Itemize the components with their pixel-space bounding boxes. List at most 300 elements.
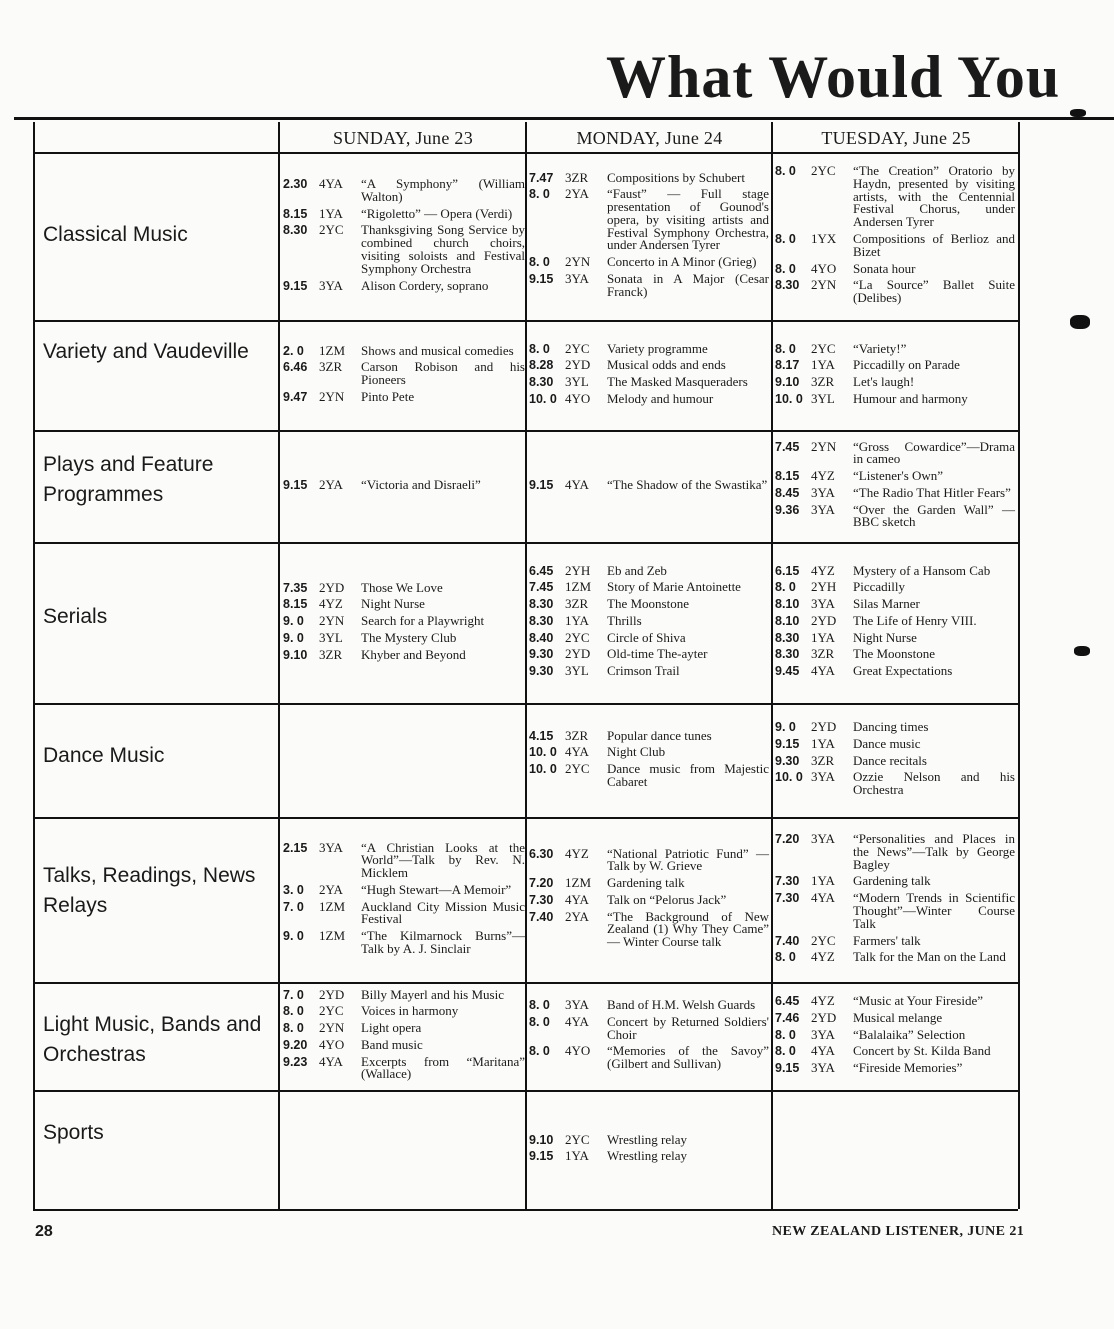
programme-entry (775, 752, 1015, 768)
programme-description: Crimson Trail (607, 663, 680, 679)
programme-description: Gardening talk (853, 873, 931, 889)
station-callsign: 3YA (811, 1060, 835, 1076)
programme-time: 4.15 (529, 728, 554, 743)
station-callsign: 3YA (811, 596, 835, 612)
programme-entry (529, 1150, 769, 1163)
programme-entry (529, 340, 769, 356)
station-callsign: 4YA (565, 476, 589, 492)
station-callsign: 2YD (565, 357, 591, 373)
programme-time: 8. 0 (775, 950, 796, 965)
station-callsign: 4YZ (319, 596, 343, 612)
station-callsign: 1ZM (319, 928, 345, 944)
programme-time: 8.28 (529, 358, 554, 373)
programme-description: Let's laugh! (853, 374, 915, 390)
station-callsign: 4YA (565, 1013, 589, 1029)
programme-description: Musical odds and ends (607, 357, 726, 373)
programme-description: Sonata in A Major (Cesar Franck) (607, 271, 769, 299)
programme-entry (283, 178, 525, 204)
station-callsign: 2YC (565, 629, 590, 645)
station-callsign: 4YO (319, 1036, 345, 1052)
category-label: Dance Music (43, 744, 165, 767)
programme-entry (529, 1013, 769, 1042)
programme-entry (775, 390, 1015, 406)
programme-entry (529, 376, 769, 389)
programme-time: 9.10 (529, 1132, 554, 1147)
programme-time: 9.47 (283, 389, 308, 404)
station-callsign: 2YN (811, 438, 837, 454)
programme-entry (529, 476, 769, 492)
schedule-cell (283, 342, 525, 408)
programme-description: Dance music from Majestic Cabaret (607, 761, 769, 789)
programme-entry (283, 615, 525, 628)
programme-entry (529, 581, 769, 594)
programme-entry (529, 1131, 769, 1147)
programme-time: 8.30 (529, 597, 554, 612)
programme-time: 9.15 (529, 477, 554, 492)
station-callsign: 2YA (319, 476, 343, 492)
category-label: Classical Music (43, 223, 188, 246)
programme-entry (283, 839, 525, 881)
programme-entry (775, 735, 1015, 751)
station-callsign: 2YN (319, 1020, 345, 1036)
programme-time: 10. 0 (775, 391, 803, 406)
programme-time: 8.30 (529, 375, 554, 390)
programme-time: 2.30 (283, 177, 308, 191)
programme-entry (775, 1062, 1015, 1075)
schedule-cell (529, 169, 769, 303)
programme-description: Variety programme (607, 340, 708, 356)
programme-time: 9. 0 (283, 614, 304, 629)
station-callsign: 4YA (319, 1053, 343, 1069)
programme-entry (775, 230, 1015, 259)
station-callsign: 1YA (319, 205, 343, 221)
programme-description: “A Christian Looks at the World”—Talk by Rev. N. Micklem (361, 839, 525, 881)
programme-entry (283, 930, 525, 956)
station-callsign: 3ZR (811, 646, 835, 662)
grid-horizontal-rule (33, 542, 1018, 544)
station-callsign: 1ZM (319, 898, 345, 914)
programme-time: 8.45 (775, 485, 800, 500)
station-callsign: 2YC (811, 932, 836, 948)
schedule-cell (775, 165, 1015, 309)
programme-time: 9.30 (775, 753, 800, 768)
station-callsign: 2YC (319, 222, 344, 238)
programme-time: 8. 0 (775, 341, 796, 356)
programme-entry (283, 277, 525, 293)
programme-entry (529, 908, 769, 950)
station-callsign: 2YC (565, 1131, 590, 1147)
programme-entry (775, 501, 1015, 530)
programme-entry (529, 999, 769, 1012)
programme-time: 8. 0 (529, 341, 550, 356)
programme-description: Humour and harmony (853, 390, 968, 406)
schedule-cell (283, 476, 525, 496)
programme-time: 8.10 (775, 597, 800, 612)
category-label: Serials (43, 605, 108, 628)
programme-time: 6.30 (529, 846, 554, 861)
programme-entry (775, 629, 1015, 645)
programme-time: 8.30 (775, 630, 800, 645)
programme-time: 7.20 (775, 832, 800, 846)
programme-description: “Music at Your Fireside” (853, 993, 983, 1008)
programme-description: “Memories of the Savoy” (Gilbert and Sullivan) (607, 1043, 769, 1072)
station-callsign: 2YH (811, 579, 837, 595)
grid-vertical-rule (33, 122, 35, 1209)
station-callsign: 3YA (565, 271, 589, 287)
programme-description: “The Creation” Oratorio by Haydn, presented by visiting artists, with the Centennial Festival Chorus, under Andersen Tyrer (853, 163, 1015, 230)
programme-time: 8. 0 (775, 580, 796, 595)
column-header-tuesday: TUESDAY, June 25 (821, 128, 971, 148)
programme-entry (775, 581, 1015, 594)
programme-description: Wrestling relay (607, 1148, 687, 1164)
station-callsign: 3YA (811, 769, 835, 785)
programme-entry (775, 260, 1015, 276)
category-label: Light Music, Bands and Orchestras (43, 1013, 262, 1066)
programme-entry (283, 476, 525, 492)
grid-horizontal-rule (33, 152, 1018, 154)
programme-time: 9.15 (529, 272, 554, 287)
station-callsign: 1ZM (565, 579, 591, 595)
station-callsign: 1YX (811, 230, 837, 246)
programme-time: 6.45 (775, 994, 800, 1008)
programme-entry (775, 165, 1015, 229)
programme-description: “Victoria and Disraeli” (361, 476, 481, 492)
station-callsign: 2YD (811, 719, 837, 734)
programme-time: 8.15 (283, 597, 308, 612)
programme-time: 8. 0 (529, 1044, 550, 1059)
programme-entry (529, 845, 769, 874)
programme-entry (775, 376, 1015, 389)
station-callsign: 2YN (811, 277, 837, 293)
programme-entry (283, 361, 525, 387)
programme-description: “The Radio That Hitler Fears” (853, 484, 1011, 500)
grid-vertical-rule (525, 122, 527, 1209)
programme-time: 8.40 (529, 630, 554, 645)
programme-description: Musical melange (853, 1009, 943, 1025)
station-callsign: 4YO (565, 1043, 591, 1059)
grid-horizontal-rule (33, 320, 1018, 322)
programme-entry (283, 388, 525, 404)
station-callsign: 3ZR (811, 374, 835, 390)
programme-time: 7.30 (775, 891, 800, 906)
station-callsign: 3YA (319, 277, 343, 293)
programme-description: Night Nurse (361, 596, 425, 612)
category-label: Plays and Feature Programmes (43, 453, 214, 506)
programme-description: Alison Cordery, soprano (361, 277, 489, 293)
programme-description: Mystery of a Hansom Cab (853, 562, 991, 578)
schedule-cell (529, 845, 769, 954)
programme-time: 8.10 (775, 613, 800, 628)
station-callsign: 2YD (811, 612, 837, 628)
station-callsign: 4YA (811, 663, 835, 679)
programme-time: 10. 0 (529, 745, 557, 760)
programme-time: 8. 0 (775, 164, 796, 178)
programme-entry (283, 598, 525, 611)
programme-entry (775, 340, 1015, 356)
station-callsign: 4YA (565, 891, 589, 907)
programme-description: Story of Marie Antoinette (607, 579, 741, 595)
programme-description: Night Nurse (853, 629, 917, 645)
programme-time: 10. 0 (775, 770, 803, 785)
station-callsign: 4YZ (565, 845, 589, 861)
programme-description: The Masked Masqueraders (607, 374, 748, 390)
programme-description: Dancing times (853, 719, 929, 734)
programme-description: “Hugh Stewart—A Memoir” (361, 881, 512, 897)
station-callsign: 4YA (319, 176, 343, 191)
schedule-cell (775, 562, 1015, 683)
programme-description: Shows and musical comedies (361, 342, 514, 358)
programme-description: “A Symphony” (William Walton) (361, 176, 525, 204)
page-title: What Would You (606, 44, 1061, 110)
station-callsign: 4YA (811, 890, 835, 906)
schedule-cell (283, 839, 525, 960)
schedule-cell (775, 721, 1015, 801)
programme-description: Pinto Pete (361, 388, 415, 404)
programme-description: Band of H.M. Welsh Guards (607, 997, 756, 1012)
programme-entry (283, 205, 525, 221)
schedule-cell (529, 999, 769, 1075)
station-callsign: 4YO (565, 390, 591, 406)
station-callsign: 1YA (565, 612, 589, 628)
programme-entry (529, 1045, 769, 1071)
programme-description: Thrills (607, 612, 642, 628)
programme-description: Old-time The-ayter (607, 646, 708, 662)
programme-time: 8.30 (775, 647, 800, 662)
programme-time: 8.30 (283, 223, 308, 238)
schedule-cell (283, 579, 525, 666)
programme-description: Wrestling relay (607, 1131, 687, 1147)
programme-time: 6.46 (283, 360, 308, 375)
programme-description: Eb and Zeb (607, 562, 667, 578)
page-blemish (1070, 109, 1086, 117)
programme-time: 8.15 (775, 469, 800, 484)
programme-description: Dance music (853, 735, 921, 751)
programme-description: The Moonstone (853, 646, 935, 662)
programme-time: 3. 0 (283, 882, 304, 897)
programme-time: 8. 0 (775, 1027, 796, 1042)
station-callsign: 3YL (565, 374, 589, 390)
schedule-cell (529, 562, 769, 683)
programme-description: Voices in harmony (361, 1003, 459, 1019)
programme-entry (775, 484, 1015, 500)
programme-entry (283, 1022, 525, 1035)
programme-entry (775, 1009, 1015, 1025)
programme-entry (775, 359, 1015, 372)
programme-time: 10. 0 (529, 391, 557, 406)
programme-description: “Over the Garden Wall” —BBC sketch (853, 501, 1015, 530)
programme-time: 7.40 (529, 909, 554, 924)
programme-time: 7.30 (775, 874, 800, 889)
programme-entry (283, 1053, 525, 1082)
programme-time: 8. 0 (283, 1004, 304, 1019)
station-callsign: 2YC (811, 163, 836, 178)
programme-entry (283, 224, 525, 275)
programme-description: Band music (361, 1036, 423, 1052)
station-callsign: 1ZM (319, 342, 345, 358)
station-callsign: 3YA (811, 501, 835, 517)
programme-description: Popular dance tunes (607, 727, 712, 743)
programme-description: Talk on “Pelorus Jack” (607, 891, 727, 907)
programme-description: “Modern Trends in Scientific Thought”—Winter Course Talk (853, 890, 1015, 931)
station-callsign: 3YA (811, 831, 835, 846)
grid-horizontal-rule (33, 430, 1018, 432)
programme-description: Those We Love (361, 579, 443, 595)
programme-entry (775, 470, 1015, 483)
programme-time: 9.15 (283, 278, 308, 293)
station-callsign: 1YA (565, 1148, 589, 1164)
station-callsign: 2YD (565, 646, 591, 662)
station-callsign: 2YC (811, 340, 836, 356)
programme-time: 8.17 (775, 358, 800, 373)
programme-entry (529, 727, 769, 743)
programme-description: Billy Mayerl and his Music (361, 986, 504, 1002)
programme-description: Melody and humour (607, 390, 714, 406)
station-callsign: 4YO (811, 260, 837, 276)
programme-entry (775, 438, 1015, 467)
programme-entry (775, 648, 1015, 661)
station-callsign: 3ZR (565, 596, 589, 612)
station-callsign: 3ZR (565, 727, 589, 743)
programme-time: 9.23 (283, 1054, 308, 1069)
programme-time: 7.40 (775, 933, 800, 948)
programme-time: 9.15 (775, 736, 800, 751)
programme-time: 6.15 (775, 563, 800, 578)
programme-entry (775, 612, 1015, 628)
station-callsign: 2YC (319, 1003, 344, 1019)
station-callsign: 4YZ (811, 468, 835, 484)
schedule-cell (529, 476, 769, 496)
station-callsign: 2YH (565, 562, 591, 578)
station-callsign: 4YZ (811, 562, 835, 578)
programme-entry (283, 898, 525, 927)
programme-description: Carson Robison and his Pioneers (361, 359, 525, 388)
programme-time: 2. 0 (283, 343, 304, 358)
programme-description: “Balalaika” Selection (853, 1026, 966, 1042)
station-callsign: 3YA (811, 484, 835, 500)
station-callsign: 1YA (811, 873, 835, 889)
category-label: Variety and Vaudeville (43, 340, 249, 363)
programme-time: 7.35 (283, 580, 308, 595)
publication-footer: NEW ZEALAND LISTENER, JUNE 21 (772, 1224, 1025, 1239)
programme-time: 9.30 (529, 664, 554, 679)
programme-time: 8. 0 (775, 231, 796, 246)
schedule-cell (775, 438, 1015, 534)
programme-entry (283, 646, 525, 662)
programme-time: 8. 0 (529, 187, 550, 202)
programme-entry (529, 629, 769, 645)
station-callsign: 3ZR (811, 752, 835, 768)
station-callsign: 2YN (565, 254, 591, 270)
station-callsign: 3YA (811, 1026, 835, 1042)
programme-entry (529, 188, 769, 252)
station-callsign: 2YN (319, 388, 345, 404)
grid-horizontal-rule (33, 1090, 1018, 1092)
programme-description: Auckland City Mission Music Festival (361, 898, 525, 927)
station-callsign: 4YZ (811, 993, 835, 1008)
programme-time: 9.15 (529, 1149, 554, 1164)
programme-time: 9.20 (283, 1037, 308, 1052)
programme-entry (529, 746, 769, 759)
station-callsign: 3ZR (319, 646, 343, 662)
station-callsign: 3YL (565, 663, 589, 679)
programme-entry (775, 875, 1015, 888)
programme-entry (529, 648, 769, 661)
column-header-monday: MONDAY, June 24 (576, 128, 723, 148)
title-rule (14, 117, 1114, 120)
programme-entry (775, 279, 1015, 305)
programme-time: 9. 0 (283, 630, 304, 645)
station-callsign: 2YD (811, 1009, 837, 1025)
station-callsign: 2YC (565, 340, 590, 356)
station-callsign: 2YN (319, 613, 345, 629)
programme-time: 9. 0 (283, 929, 304, 944)
programme-time: 8.30 (775, 278, 800, 293)
programme-entry (283, 342, 525, 358)
station-callsign: 2YA (565, 186, 589, 202)
schedule-cell (529, 340, 769, 410)
programme-entry (529, 390, 769, 406)
programme-entry (529, 612, 769, 628)
schedule-cell (529, 727, 769, 793)
programme-time: 7. 0 (283, 899, 304, 914)
station-callsign: 1ZM (565, 875, 591, 891)
programme-time: 7.46 (775, 1010, 800, 1025)
programme-time: 10. 0 (529, 762, 557, 777)
programme-time: 8. 0 (775, 261, 796, 276)
programme-description: Thanksgiving Song Service by combined church choirs, visiting soloists and Festival Symphony Orchestra (361, 222, 525, 276)
programme-time: 9.15 (775, 1061, 800, 1076)
station-callsign: 2YD (319, 579, 345, 595)
station-callsign: 2YD (319, 986, 345, 1002)
programme-entry (775, 665, 1015, 678)
programme-description: Piccadilly on Parade (853, 357, 960, 373)
programme-entry (775, 562, 1015, 578)
programme-time: 7.45 (529, 580, 554, 595)
programme-description: The Mystery Club (361, 629, 457, 645)
programme-description: Khyber and Beyond (361, 646, 466, 662)
station-callsign: 3YL (811, 390, 835, 406)
programme-entry (529, 763, 769, 789)
category-label: Talks, Readings, News Relays (43, 864, 256, 917)
programme-time: 7.45 (775, 439, 800, 454)
station-callsign: 4YA (811, 1043, 835, 1059)
category-label: Sports (43, 1121, 104, 1144)
schedule-cell (775, 833, 1015, 968)
station-callsign: 1YA (811, 735, 835, 751)
programme-entry (775, 598, 1015, 611)
programme-description: “La Source” Ballet Suite (Delibes) (853, 277, 1015, 306)
station-callsign: 3YA (565, 997, 589, 1012)
programme-description: “Fireside Memories” (853, 1060, 963, 1076)
programme-time: 8.30 (529, 613, 554, 628)
programme-description: Concert by Returned Soldiers' Choir (607, 1013, 769, 1042)
schedule-grid (33, 122, 1108, 1209)
programme-entry (775, 1045, 1015, 1058)
grid-vertical-rule (771, 122, 773, 1209)
programme-time: 7. 0 (283, 987, 304, 1002)
programme-description: Silas Marner (853, 596, 920, 612)
programme-entry (529, 891, 769, 907)
programme-time: 9.45 (775, 664, 800, 679)
programme-entry (283, 579, 525, 595)
programme-time: 9.30 (529, 647, 554, 662)
programme-description: Circle of Shiva (607, 629, 686, 645)
programme-entry (283, 1005, 525, 1018)
programme-entry (529, 359, 769, 372)
station-callsign: 3YA (319, 839, 343, 855)
programme-entry (283, 629, 525, 645)
programme-description: “The Background of New Zealand (1) Why They Came” — Winter Course talk (607, 908, 769, 950)
